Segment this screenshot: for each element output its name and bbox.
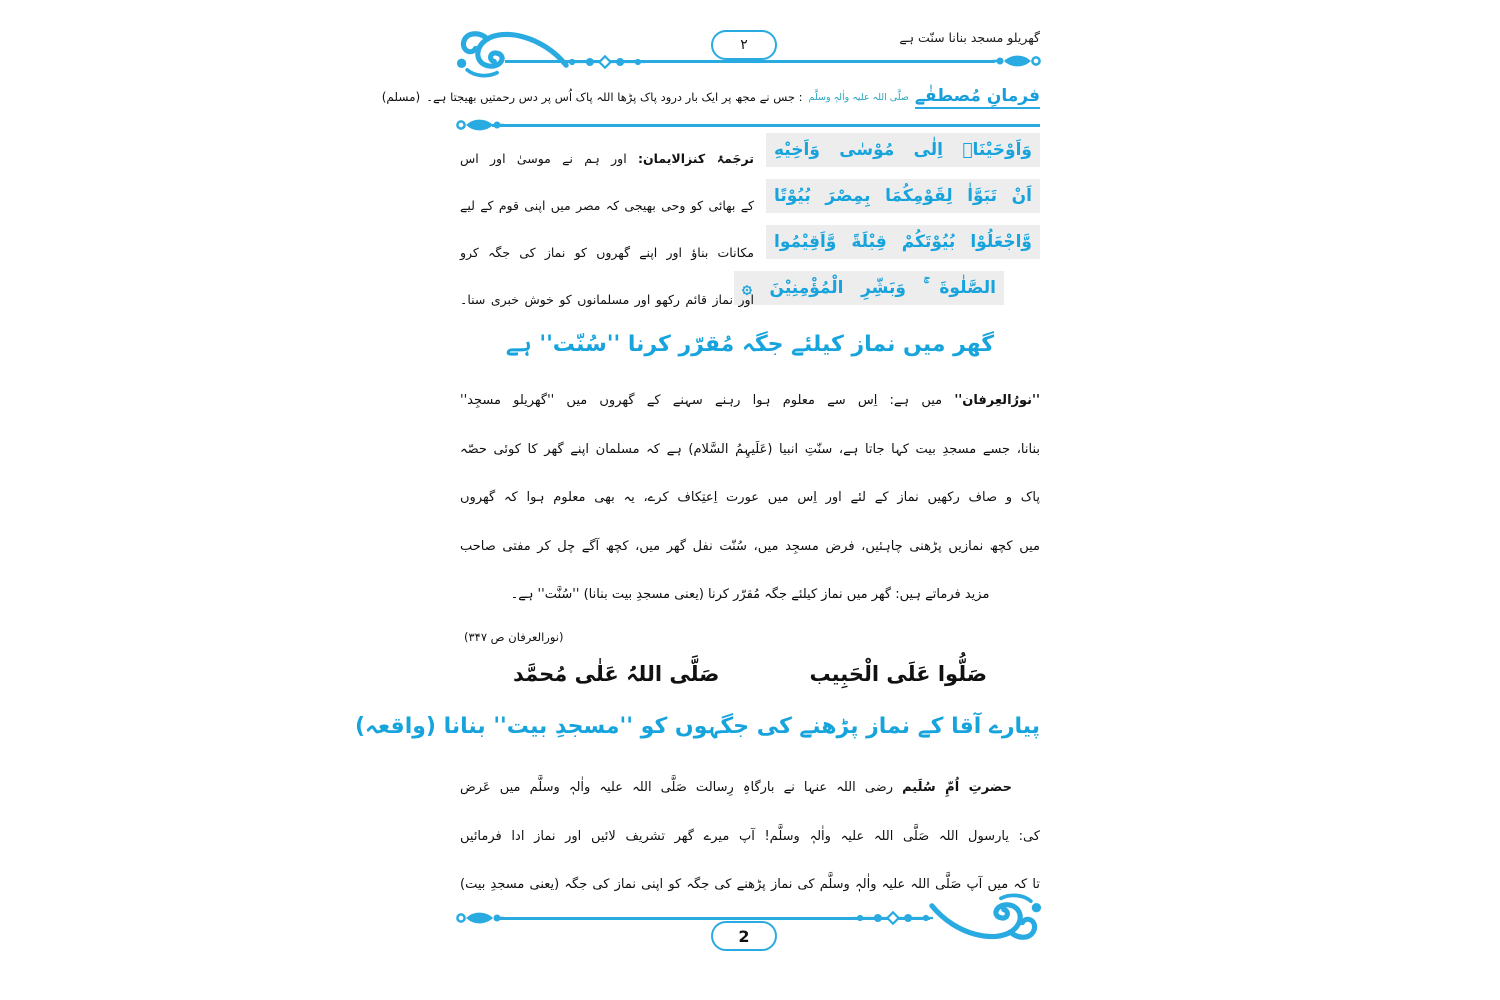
body-line: بنانا، جسے مسجدِ بیت کہا جاتا ہے، سنّتِ انبیا (عَلَیہِمُ السَّلام) ہے کہ مسلمان اپنے گھر کا کوئی حصّہ xyxy=(460,441,1040,457)
quran-verse-line: الصَّلٰوةَ ۚ وَبَشِّرِ الْمُؤْمِنِيْنَ ۞ xyxy=(734,271,1004,305)
quran-translation-column xyxy=(460,133,754,323)
quran-verse-line: وَّاجْعَلُوْا بُيُوْتَكُمْ قِبْلَةً وَّاَقِيْمُوا xyxy=(766,225,1040,259)
page-number-top: ٢ xyxy=(740,37,748,53)
section1-body-lines xyxy=(460,426,1040,620)
body-line: پاک و صاف رکھیں نماز کے لئے اور اِس میں عورت اِعتِکاف کرے، یہ بھی معلوم ہوا کہ گھروں xyxy=(460,490,1040,505)
translation-lines xyxy=(460,182,754,323)
hadith-text: : جس نے مجھ پر ایک بار درود پاک پڑھا اللہ پاک اُس پر دس رحمتیں بھیجتا ہے۔ xyxy=(426,90,803,104)
body-line-text: رضی اللہ عنہا نے بارگاہِ رِسالت صَلَّی اللہ علیہ واٰلہٖ وسلَّم میں عَرض xyxy=(460,780,894,795)
body-lead: حضرتِ اُمِّ سُلَیم xyxy=(902,780,1012,795)
footer-dots-ornament-icon xyxy=(848,910,938,926)
header-line-endcap-icon xyxy=(993,52,1041,70)
hadith-lead: فرمانِ مُصطفٰے xyxy=(915,85,1040,109)
hadith-honorific: صلَّی اللہ علیہ واٰلہٖ وسلَّم xyxy=(808,91,909,103)
running-title: گھریلو مسجد بنانا سنّت ہے xyxy=(899,30,1040,45)
translation-line xyxy=(460,135,754,182)
body-line: مزید فرماتے ہیں: گھر میں نماز کیلئے جگہ مُقرّر کرنا (یعنی مسجدِ بیت بنانا) ''سُنَّت'' ہے۔ xyxy=(510,587,990,602)
page-number-bottom: 2 xyxy=(738,926,750,946)
translation-line: کے بھائی کو وحی بھیجی کہ مصر میں اپنی قوم کے لیے xyxy=(460,198,754,213)
header-dots-ornament-icon xyxy=(560,54,650,70)
body-line: کی: یارسول اللہ صَلَّی اللہ علیہ واٰلہٖ وسلَّم! آپ میرے گھر تشریف لائیں اور نماز ادا فرمائیں xyxy=(460,828,1040,844)
quran-verse-line: اَنْ تَبَوَّاٰ لِقَوْمِكُمَا بِمِصْرَ بُيُوْتًا xyxy=(766,179,1040,213)
salawat-row xyxy=(460,662,1040,686)
body-line: میں کچھ نمازیں پڑھنی چاہئیں، فرض مسجِد میں، سُنّت نفل گھر میں، کچھ آگے چل کر مفتی صاحب xyxy=(460,538,1040,554)
translation-lead: ترجَمۂ کنزالایمان: xyxy=(637,151,754,166)
salawat-left: صَلَّی اللہُ عَلٰی مُحمَّد xyxy=(512,662,720,686)
footer-flourish-icon xyxy=(927,889,1045,945)
section1-body xyxy=(460,377,1040,620)
translation-line: مکانات بناؤ اور اپنے گھروں کو نماز کی جگہ کرو xyxy=(460,245,754,260)
hadith-rule xyxy=(492,124,1040,127)
hadith-source: (مسلم) xyxy=(381,90,421,104)
salawat-right: صَلُّوا عَلَی الْحَبِیب xyxy=(809,662,988,686)
section1-heading: گھر میں نماز کیلئے جگہ مُقرّر کرنا ''سُنّت'' ہے xyxy=(505,332,995,357)
header-flourish-icon xyxy=(453,26,571,82)
body-line-text: میں ہے: اِس سے معلوم ہوا رہنے سہنے کے گھروں میں ''گھریلو مسجِد'' xyxy=(460,393,943,408)
body-line xyxy=(460,764,1040,813)
quran-verses-column xyxy=(742,133,1040,323)
hadith-line-endcap-icon xyxy=(456,116,504,134)
translation-line-text: اور ہم نے موسیٰ اور اس xyxy=(460,151,627,166)
section2-body xyxy=(460,764,1040,910)
footer-line-endcap-icon xyxy=(456,909,504,927)
translation-line: اور نماز قائم رکھو اور مسلمانوں کو خوش خبری سنا۔ xyxy=(460,292,754,307)
quran-verse-line: وَاَوْحَيْنَاۤ اِلٰى مُوْسٰى وَاَخِيْهِ xyxy=(766,133,1040,167)
body-line: تا کہ میں آپ صَلَّی اللہ علیہ واٰلہٖ وسلَّم کی نماز پڑھنے کی جگہ کو اپنی نماز کی جگہ (یعنی مسجدِ بیت) xyxy=(460,877,1040,892)
reference-note: (نورالعرفان ص ۳۴۷) xyxy=(464,630,564,644)
section2-heading: پیارے آقا کے نماز پڑھنے کی جگہوں کو ''مسجدِ بیت'' بنانا (واقعہ) xyxy=(354,714,1040,739)
page-number-badge-bottom xyxy=(711,921,777,951)
quran-section xyxy=(460,133,1040,323)
page-number-badge-top xyxy=(711,30,777,60)
hadith-row xyxy=(381,85,1040,109)
body-line xyxy=(460,377,1040,426)
body-lead: ''نورُالعِرفان'' xyxy=(954,393,1040,408)
